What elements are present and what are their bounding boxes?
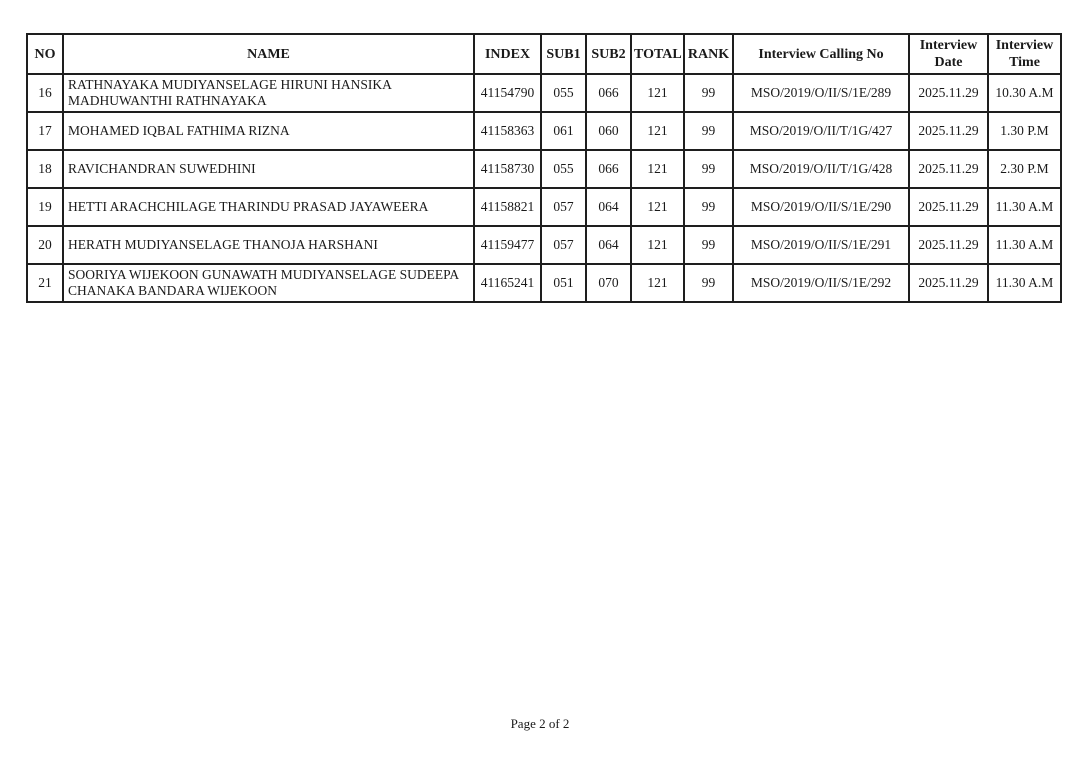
cell-sub1: 061 [541,112,586,150]
cell-rank: 99 [684,150,733,188]
col-header-sub2: SUB2 [586,34,631,74]
cell-time: 11.30 A.M [988,188,1061,226]
cell-time: 2.30 P.M [988,150,1061,188]
table-row [27,188,1061,226]
col-header-time: Interview Time [988,34,1061,74]
results-table-body [27,74,1061,302]
cell-name: SOORIYA WIJEKOON GUNAWATH MUDIYANSELAGE SUDEEPA CHANAKA BANDARA WIJEKOON [63,264,474,302]
cell-calling-no: MSO/2019/O/II/S/1E/291 [733,226,909,264]
cell-rank: 99 [684,74,733,112]
cell-index: 41159477 [474,226,541,264]
cell-index: 41154790 [474,74,541,112]
cell-total: 121 [631,112,684,150]
cell-date: 2025.11.29 [909,226,988,264]
cell-total: 121 [631,150,684,188]
cell-index: 41165241 [474,264,541,302]
cell-sub2: 064 [586,226,631,264]
cell-no: 18 [27,150,63,188]
cell-sub1: 055 [541,150,586,188]
cell-calling-no: MSO/2019/O/II/T/1G/428 [733,150,909,188]
cell-time: 1.30 P.M [988,112,1061,150]
cell-sub2: 064 [586,188,631,226]
col-header-date: Interview Date [909,34,988,74]
col-header-no: NO [27,34,63,74]
cell-date: 2025.11.29 [909,74,988,112]
cell-sub2: 070 [586,264,631,302]
cell-calling-no: MSO/2019/O/II/S/1E/289 [733,74,909,112]
col-header-total: TOTAL [631,34,684,74]
cell-no: 16 [27,74,63,112]
cell-name: HETTI ARACHCHILAGE THARINDU PRASAD JAYAWEERA [63,188,474,226]
col-header-calling-no: Interview Calling No [733,34,909,74]
cell-calling-no: MSO/2019/O/II/T/1G/427 [733,112,909,150]
cell-rank: 99 [684,188,733,226]
cell-sub1: 051 [541,264,586,302]
cell-sub1: 057 [541,226,586,264]
cell-total: 121 [631,188,684,226]
col-header-sub1: SUB1 [541,34,586,74]
cell-index: 41158363 [474,112,541,150]
header-row [27,34,1061,74]
col-header-index: INDEX [474,34,541,74]
cell-name: HERATH MUDIYANSELAGE THANOJA HARSHANI [63,226,474,264]
cell-no: 21 [27,264,63,302]
table-row [27,226,1061,264]
cell-rank: 99 [684,112,733,150]
interview-results-table [26,33,1062,303]
cell-no: 20 [27,226,63,264]
cell-name: RATHNAYAKA MUDIYANSELAGE HIRUNI HANSIKA MADHUWANTHI RATHNAYAKA [63,74,474,112]
table-row [27,264,1061,302]
table-row [27,112,1061,150]
cell-no: 19 [27,188,63,226]
cell-calling-no: MSO/2019/O/II/S/1E/292 [733,264,909,302]
cell-sub1: 055 [541,74,586,112]
cell-date: 2025.11.29 [909,188,988,226]
cell-total: 121 [631,74,684,112]
cell-total: 121 [631,264,684,302]
cell-sub2: 066 [586,74,631,112]
cell-index: 41158821 [474,188,541,226]
cell-sub2: 060 [586,112,631,150]
page-number: Page 2 of 2 [510,716,570,731]
cell-time: 11.30 A.M [988,226,1061,264]
cell-date: 2025.11.29 [909,112,988,150]
cell-rank: 99 [684,226,733,264]
table-row [27,150,1061,188]
col-header-name: NAME [63,34,474,74]
cell-rank: 99 [684,264,733,302]
cell-total: 121 [631,226,684,264]
cell-time: 11.30 A.M [988,264,1061,302]
cell-name: MOHAMED IQBAL FATHIMA RIZNA [63,112,474,150]
cell-calling-no: MSO/2019/O/II/S/1E/290 [733,188,909,226]
cell-time: 10.30 A.M [988,74,1061,112]
table-row [27,74,1061,112]
cell-name: RAVICHANDRAN SUWEDHINI [63,150,474,188]
cell-sub1: 057 [541,188,586,226]
col-header-rank: RANK [684,34,733,74]
cell-date: 2025.11.29 [909,264,988,302]
cell-sub2: 066 [586,150,631,188]
cell-date: 2025.11.29 [909,150,988,188]
cell-no: 17 [27,112,63,150]
cell-index: 41158730 [474,150,541,188]
table-header [27,34,1061,74]
